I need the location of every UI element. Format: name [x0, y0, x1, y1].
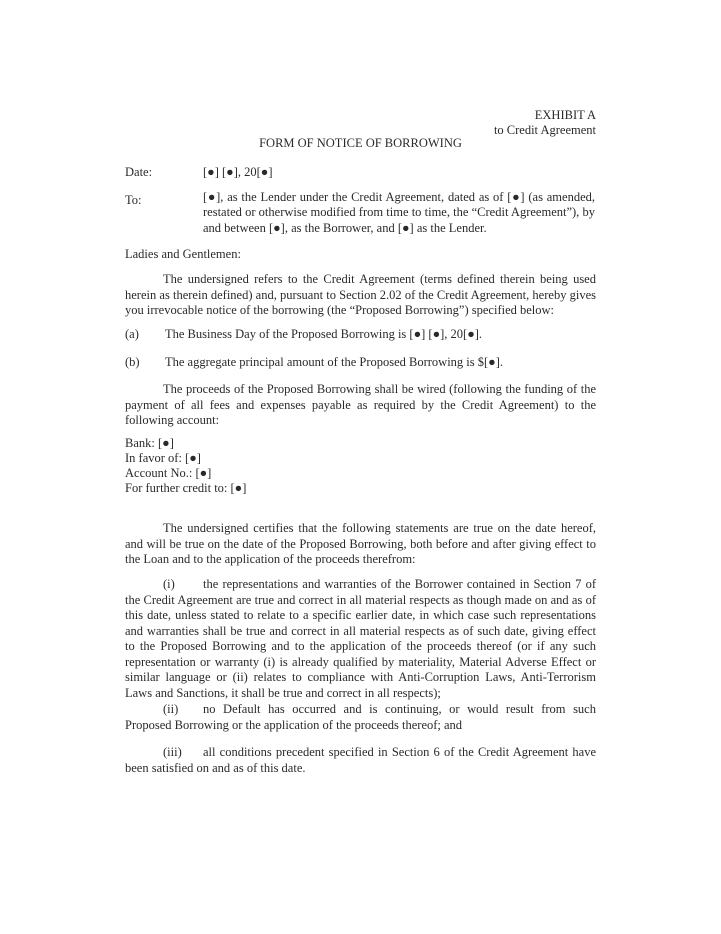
- statement-ii-text: no Default has occurred and is continuing, or would result from such Proposed Borrowing or the application of the proceeds thereof; and: [125, 702, 596, 732]
- account-in-favor-of: In favor of: [●]: [125, 451, 201, 465]
- item-b-marker: (b): [125, 355, 140, 369]
- exhibit-heading: EXHIBIT A: [534, 108, 596, 122]
- item-b-text: The aggregate principal amount of the Proposed Borrowing is $[●].: [165, 355, 504, 369]
- account-bank: Bank: [●]: [125, 436, 174, 450]
- statement-ii-marker: (ii): [163, 702, 179, 716]
- statement-iii-marker: (iii): [163, 745, 182, 759]
- proceeds-paragraph: The proceeds of the Proposed Borrowing shall be wired (following the funding of the payment of all fees and expenses payable as required by the Credit Agreement) to the following account:: [125, 382, 596, 428]
- salutation: Ladies and Gentlemen:: [125, 247, 241, 261]
- intro-paragraph: The undersigned refers to the Credit Agreement (terms defined therein being used herein as therein defined) and, pursuant to Section 2.02 of the Credit Agreement, hereby gives you irrevocable notice of the borrowing (the “Proposed Borrowing”) specified below:: [125, 272, 596, 318]
- statement-i-text: the representations and warranties of the Borrower contained in Section 7 of the Credit Agreement are true and correct in all material respects as though made on and as of this date, unless stated to relate to a specific earlier date, in which case such representations and warranties shall be true and correct in all material respects as of such date, giving effect to the Proposed Borrowing and to the application of the proceeds thereof (or if any such representation or warranty (i) is already qualified by materiality, Material Adverse Effect or similar language or (ii) relates to compliance with Anti-Corruption Laws, Anti-Terrorism Laws and Sanctions, it shall be true and correct in all respects);: [125, 577, 596, 700]
- item-a-marker: (a): [125, 327, 139, 341]
- to-text: [●], as the Lender under the Credit Agreement, dated as of [●] (as amended, restated or otherwise modified from time to time, the “Credit Agreement”), by and between [●], as the Borrower, and [●] as the Lender.: [203, 190, 595, 235]
- page-title: FORM OF NOTICE OF BORROWING: [259, 136, 462, 150]
- certify-paragraph: The undersigned certifies that the following statements are true on the date hereof, and will be true on the date of the Proposed Borrowing, both before and after giving effect to the Loan and to the application of the proceeds therefrom:: [125, 521, 596, 567]
- date-value: [●] [●], 20[●]: [203, 165, 273, 179]
- account-number: Account No.: [●]: [125, 466, 212, 480]
- account-further-credit: For further credit to: [●]: [125, 481, 247, 495]
- item-a-text: The Business Day of the Proposed Borrowing is [●] [●], 20[●].: [165, 327, 483, 341]
- statement-i-marker: (i): [163, 577, 175, 591]
- date-label: Date:: [125, 165, 153, 179]
- exhibit-subtitle: to Credit Agreement: [493, 123, 596, 137]
- to-label: To:: [125, 193, 142, 207]
- statement-iii-text: all conditions precedent specified in Section 6 of the Credit Agreement have been satisfied on and as of this date.: [125, 745, 596, 775]
